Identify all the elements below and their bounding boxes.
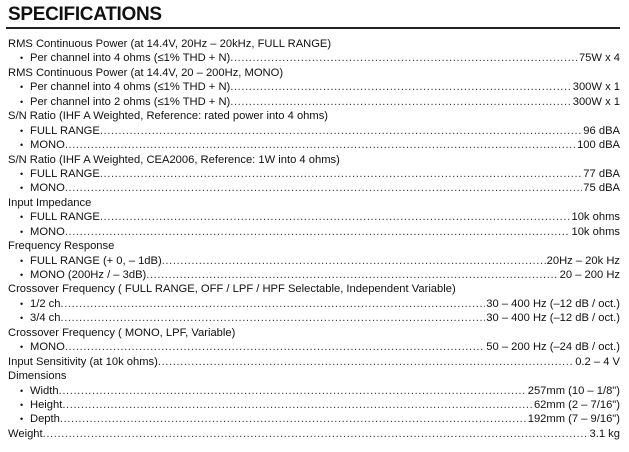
- dot-leader: [62, 398, 533, 412]
- spec-item-value: 257mm (10 – 1/8"): [527, 384, 620, 397]
- spec-item: [8, 210, 620, 224]
- spec-item-label: 3/4 ch: [30, 312, 61, 325]
- dot-leader: [60, 297, 485, 311]
- spec-item: [8, 384, 620, 398]
- page-title: SPECIFICATIONS: [8, 4, 162, 25]
- dot-leader: [65, 225, 571, 239]
- spec-heading-label: S/N Ratio (IHF A Weighted, Reference: rated power into 4 ohms): [8, 110, 329, 123]
- spec-heading-label: RMS Continuous Power (at 14.4V, 20Hz – 20kHz, FULL RANGE): [8, 38, 332, 50]
- bullet-icon: •: [20, 270, 24, 280]
- spec-item-value: 30 – 400 Hz (–12 dB / oct.): [486, 312, 620, 325]
- spec-heading-label: Crossover Frequency ( MONO, LPF, Variable): [8, 326, 236, 339]
- spec-item: [8, 80, 620, 94]
- spec-item: [8, 181, 620, 195]
- spec-item-value: 20 – 200 Hz: [559, 269, 620, 281]
- spec-item: [8, 95, 620, 109]
- spec-heading: [8, 427, 620, 441]
- bullet-icon: •: [20, 212, 24, 223]
- spec-item-label: FULL RANGE: [30, 211, 100, 224]
- spec-heading: [8, 369, 620, 383]
- spec-item: [8, 254, 620, 268]
- spec-heading: [8, 239, 620, 253]
- spec-item-label: 1/2 ch: [30, 297, 61, 310]
- spec-item-label: MONO (200Hz / – 3dB): [30, 269, 147, 281]
- dot-leader: [65, 340, 485, 354]
- spec-item: [8, 167, 620, 181]
- spec-item-value: 10k ohms: [571, 225, 620, 238]
- spec-item-label: Height: [30, 398, 63, 411]
- spec-heading: [8, 66, 620, 80]
- spec-heading-label: Input Sensitivity (at 10k ohms): [8, 355, 158, 368]
- spec-item-value: 96 dBA: [583, 124, 620, 137]
- spec-item-label: FULL RANGE (+ 0, – 1dB): [30, 254, 162, 267]
- spec-item: [8, 225, 620, 239]
- bullet-icon: •: [20, 183, 24, 194]
- spec-item-value: 300W x 1: [572, 81, 620, 94]
- spec-item-value: 30 – 400 Hz (–12 dB / oct.): [486, 297, 620, 310]
- spec-value: 3.1 kg: [589, 427, 620, 440]
- spec-item-label: Depth: [30, 413, 60, 426]
- dot-leader: [100, 210, 571, 224]
- bullet-icon: •: [20, 255, 24, 266]
- spec-heading-label: S/N Ratio (IHF A Weighted, CEA2006, Reference: 1W into 4 ohms): [8, 153, 340, 166]
- spec-heading-label: Dimensions: [8, 370, 67, 383]
- spec-item-value: 50 – 200 Hz (–24 dB / oct.): [486, 341, 620, 354]
- spec-heading: [8, 109, 620, 123]
- bullet-icon: •: [20, 140, 24, 151]
- dot-leader: [230, 80, 571, 94]
- spec-item-value: 10k ohms: [571, 211, 620, 224]
- dot-leader: [146, 268, 558, 282]
- spec-item-label: MONO: [30, 139, 65, 152]
- bullet-icon: •: [20, 399, 24, 410]
- spec-heading-label: RMS Continuous Power (at 14.4V, 20 – 200Hz, MONO): [8, 66, 284, 79]
- spec-heading: [8, 282, 620, 296]
- spec-item: [8, 268, 620, 282]
- spec-item: [8, 412, 620, 426]
- spec-item-label: FULL RANGE: [30, 167, 100, 180]
- spec-item-value: 192mm (7 – 9/16"): [527, 413, 620, 426]
- spec-heading: [8, 196, 620, 210]
- title-underline: [6, 27, 620, 29]
- spec-item: [8, 297, 620, 311]
- dot-leader: [60, 311, 485, 325]
- dot-leader: [59, 384, 527, 398]
- spec-item: [8, 340, 620, 354]
- spec-item: [8, 311, 620, 325]
- spec-item-value: 20Hz – 20k Hz: [546, 254, 620, 267]
- dot-leader: [100, 124, 582, 138]
- dot-leader: [230, 51, 578, 65]
- bullet-icon: •: [20, 82, 24, 93]
- spec-heading: [8, 326, 620, 340]
- spec-item-value: 75 dBA: [583, 182, 620, 195]
- bullet-icon: •: [20, 298, 24, 309]
- spec-item: [8, 51, 620, 65]
- dot-leader: [230, 95, 571, 109]
- spec-item-value: 300W x 1: [572, 95, 620, 108]
- spec-item-value: 75W x 4: [578, 52, 620, 65]
- spec-item-value: 62mm (2 – 7/16"): [533, 398, 620, 411]
- dot-leader: [100, 167, 582, 181]
- dot-leader: [43, 427, 589, 441]
- spec-item: [8, 398, 620, 412]
- spec-item-label: FULL RANGE: [30, 124, 100, 137]
- spec-heading-label: Weight: [8, 427, 43, 440]
- spec-item-label: Width: [30, 384, 59, 397]
- spec-item-value: 77 dBA: [583, 167, 620, 180]
- spec-item: [8, 138, 620, 152]
- bullet-icon: •: [20, 168, 24, 179]
- spec-heading: [8, 355, 620, 369]
- specifications-list: [8, 37, 620, 441]
- spec-item: [8, 124, 620, 138]
- bullet-icon: •: [20, 342, 24, 353]
- spec-item-label: MONO: [30, 182, 65, 195]
- bullet-icon: •: [20, 53, 24, 64]
- spec-value: 0.2 – 4 V: [575, 355, 620, 368]
- dot-leader: [65, 181, 582, 195]
- spec-item-label: MONO: [30, 341, 65, 354]
- bullet-icon: •: [20, 414, 24, 425]
- spec-heading: [8, 153, 620, 167]
- bullet-icon: •: [20, 385, 24, 396]
- dot-leader: [162, 254, 546, 268]
- spec-heading-label: Input Impedance: [8, 196, 92, 209]
- bullet-icon: •: [20, 125, 24, 136]
- spec-heading: [8, 37, 620, 51]
- spec-item-label: MONO: [30, 225, 65, 238]
- spec-item-label: Per channel into 4 ohms (≤1% THD + N): [30, 81, 231, 94]
- bullet-icon: •: [20, 96, 24, 107]
- dot-leader: [60, 412, 527, 426]
- spec-item-label: Per channel into 4 ohms (≤1% THD + N): [30, 52, 231, 65]
- spec-item-label: Per channel into 2 ohms (≤1% THD + N): [30, 95, 231, 108]
- bullet-icon: •: [20, 226, 24, 237]
- dot-leader: [65, 138, 576, 152]
- dot-leader: [158, 355, 574, 369]
- spec-heading-label: Frequency Response: [8, 240, 115, 253]
- spec-heading-label: Crossover Frequency ( FULL RANGE, OFF / LPF / HPF Selectable, Independent Variable): [8, 283, 456, 296]
- spec-item-value: 100 dBA: [577, 139, 620, 152]
- bullet-icon: •: [20, 313, 24, 324]
